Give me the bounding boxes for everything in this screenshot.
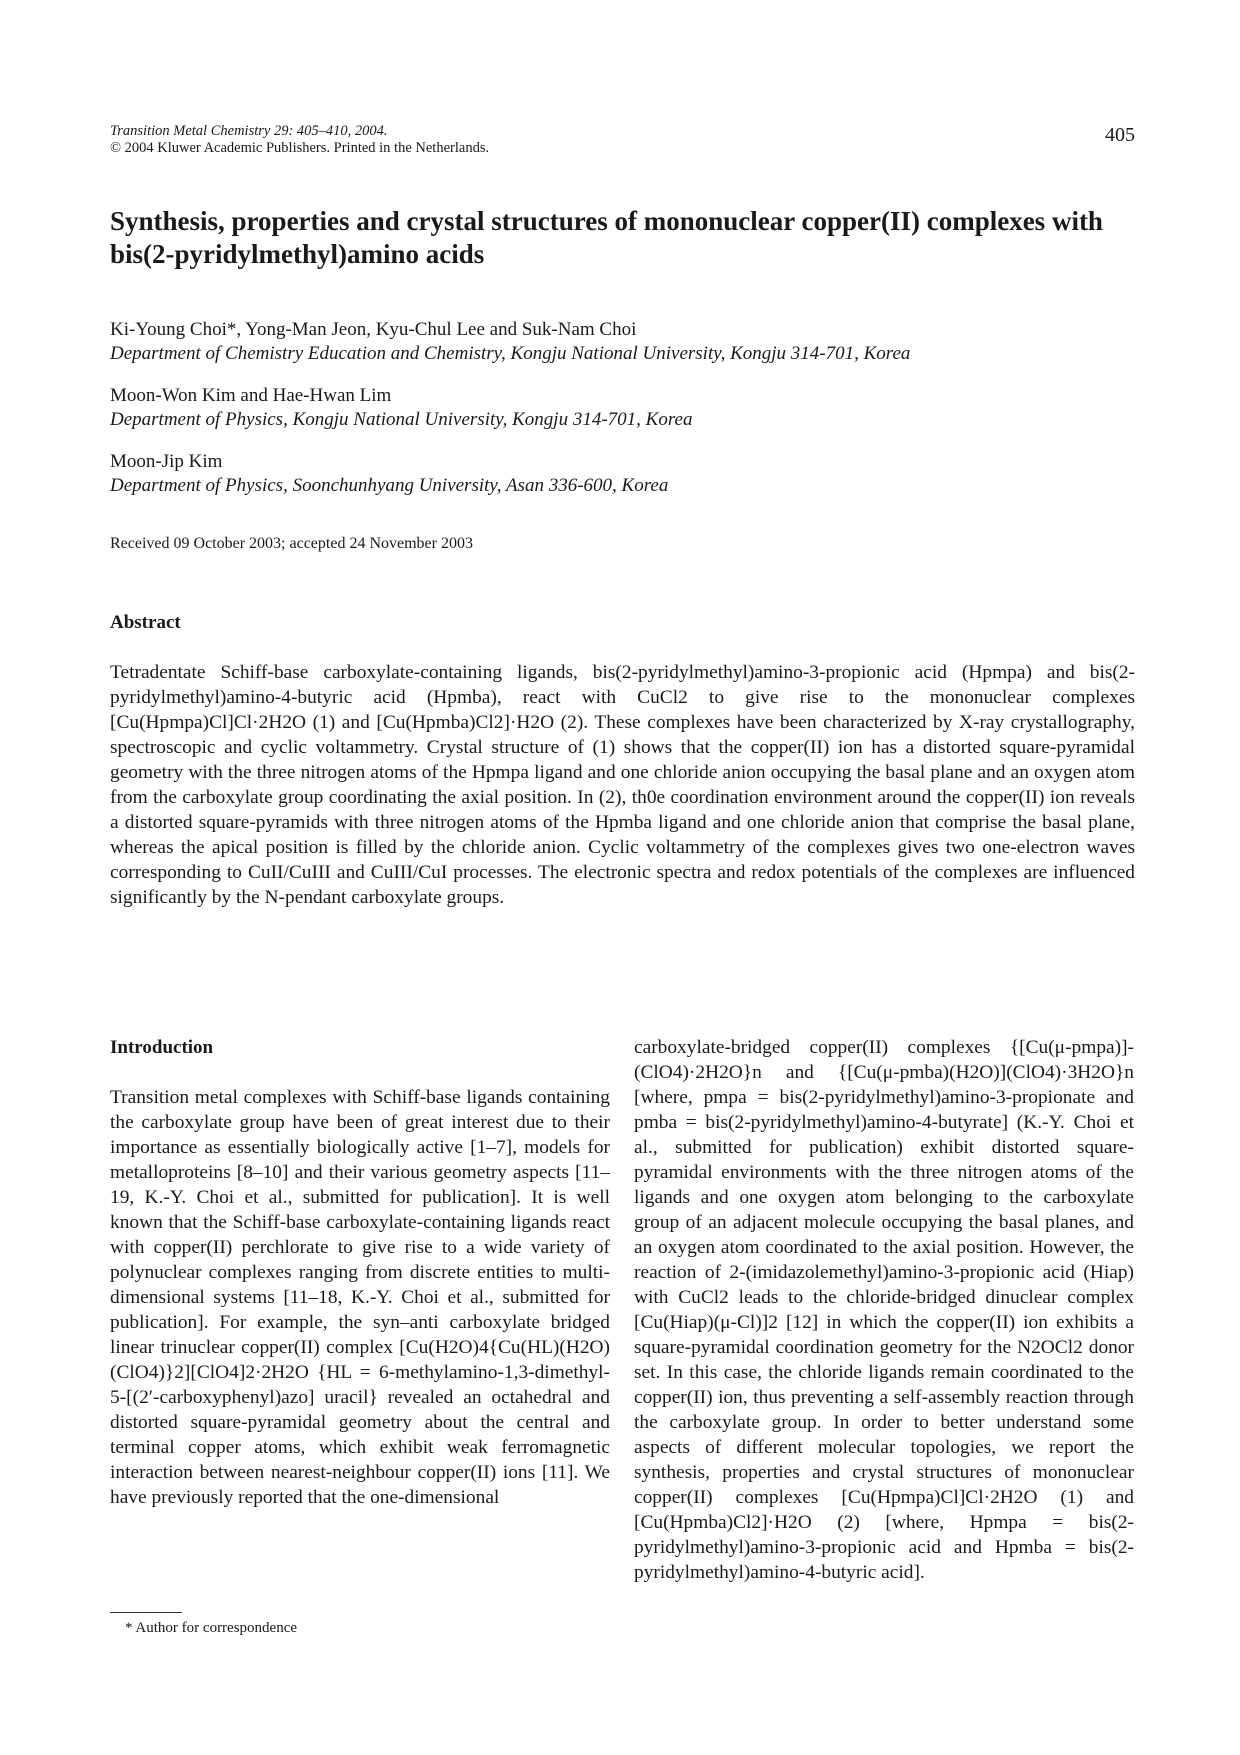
introduction-right-column: carboxylate-bridged copper(II) complexes {[Cu(μ-pmpa)]-(ClO4)·2H2O}n and {[Cu(μ-pmba)(H2O)](ClO4)·3H2O}n [where, pmpa = bis(2-pyridylmethyl)amino-3-propionate and pmba = bis(2-pyridylmethyl)amino-4-butyrate] (K.-Y. Choi et al., submitted for publication) exhibit distorted square-pyramidal environments with the three nitrogen atoms of the ligands and one oxygen atom belonging to the carboxylate group of an adjacent molecule occupying the basal planes, and an oxygen atom coordinated to the axial position. However, the reaction of 2-(imidazolemethyl)amino-3-propionic acid (Hiap) with CuCl2 leads to the chloride-bridged dinuclear complex [Cu(Hiap)(μ-Cl)]2 [12] in which the copper(II) ion exhibits a square-pyramidal coordination geometry for the N2OCl2 donor set. In this case, the chloride ligands remain coordinated to the copper(II) ion, thus preventing a self-assembly reaction through the carboxylate group. In order to better understand some aspects of different molecular topologies, we report the synthesis, properties and crystal structures of mononuclear copper(II) complexes [Cu(Hpmpa)Cl]Cl·2H2O (1) and [Cu(Hpmba)Cl2]·H2O (2) [where, Hpmpa = bis(2-pyridylmethyl)amino-3-propionic acid and Hpmba = bis(2-pyridylmethyl)amino-4-butyric acid]. [634,1037,1134,1583]
author-affiliation: Department of Physics, Soonchunhyang University, Asan 336-600, Korea [110,475,669,496]
paper-title: Synthesis, properties and crystal structures of mononuclear copper(II) complexes with bis(2-pyridylmethyl)amino acids [110,206,1103,269]
introduction-left-column: Transition metal complexes with Schiff-base ligands containing the carboxylate group have been of great interest due to their importance as essentially biologically active [1–7], models for metalloproteins [8–10] and their various geometry aspects [11–19, K.-Y. Choi et al., submitted for publication]. It is well known that the Schiff-base carboxylate-containing ligands react with copper(II) perchlorate to give rise to a wide variety of polynuclear complexes ranging from discrete entities to multi-dimensional systems [11–18, K.-Y. Choi et al., submitted for publication]. For example, the syn–anti carboxylate bridged linear trinuclear copper(II) complex [Cu(H2O)4{Cu(HL)(H2O)(ClO4)}2][ClO4]2·2H2O {HL = 6-methylamino-1,3-dimethyl-5-[(2′-carboxyphenyl)azo] uracil} revealed an octahedral and distorted square-pyramidal geometry about the central and terminal copper atoms, which exhibit weak ferromagnetic interaction between nearest-neighbour copper(II) ions [11]. We have previously reported that the one-dimensional [110,1087,610,1508]
author-block-2 [110,384,1140,432]
page-number: 405 [1105,124,1135,146]
author-names: Moon-Jip Kim [110,451,223,472]
author-block-1 [110,318,1140,366]
author-affiliation: Department of Physics, Kongju National University, Kongju 314-701, Korea [110,409,693,430]
journal-line-1: Transition Metal Chemistry 29: 405–410, 2004. [110,123,388,139]
footnote-divider [110,1612,182,1613]
author-block-3 [110,450,1140,498]
introduction-heading: Introduction [110,1037,214,1058]
author-names: Ki-Young Choi*, Yong-Man Jeon, Kyu-Chul Lee and Suk-Nam Choi [110,319,637,340]
footnote: * Author for correspondence [125,1620,298,1636]
abstract-text: Tetradentate Schiff-base carboxylate-containing ligands, bis(2-pyridylmethyl)amino-3-propionic acid (Hpmpa) and bis(2-pyridylmethyl)amino-4-butyric acid (Hpmba), react with CuCl2 to give rise to the mononuclear complexes [Cu(Hpmpa)Cl]Cl·2H2O (1) and [Cu(Hpmba)Cl2]·H2O (2). These complexes have been characterized by X-ray crystallography, spectroscopic and cyclic voltammetry. Crystal structure of (1) shows that the copper(II) ion has a distorted square-pyramidal geometry with the three nitrogen atoms of the Hpmpa ligand and one chloride anion occupying the basal plane and an oxygen atom from the carboxylate group coordinating the axial position. In (2), th0e coordination environment around the copper(II) ion reveals a distorted square-pyramids with three nitrogen atoms of the Hpmba ligand and one chloride anion that comprise the basal plane, whereas the apical position is filled by the chloride anion. Cyclic voltammetry of the complexes gives two one-electron waves corresponding to CuII/CuIII and CuIII/CuI processes. The electronic spectra and redox potentials of the complexes are influenced significantly by the N-pendant carboxylate groups. [110,662,1135,908]
received-dates: Received 09 October 2003; accepted 24 November 2003 [110,535,473,552]
abstract-heading: Abstract [110,612,181,633]
author-names: Moon-Won Kim and Hae-Hwan Lim [110,385,392,406]
journal-line-2: © 2004 Kluwer Academic Publishers. Printed in the Netherlands. [110,140,490,156]
author-affiliation: Department of Chemistry Education and Chemistry, Kongju National University, Kongju 314-701, Korea [110,343,911,364]
journal-citation [110,123,810,157]
